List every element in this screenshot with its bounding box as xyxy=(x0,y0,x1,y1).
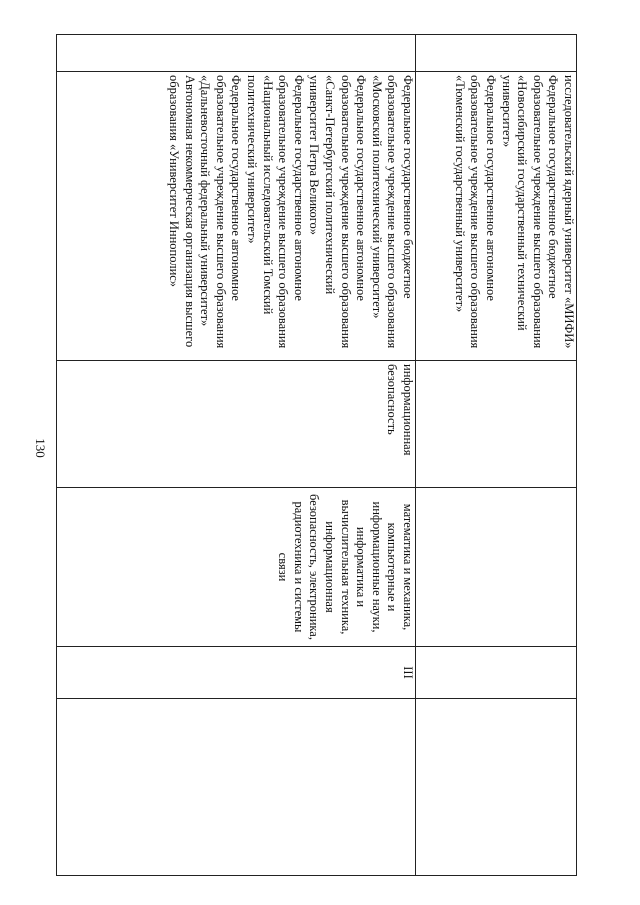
specialty-cell: информационная безопасность xyxy=(57,361,416,488)
organizations-cell xyxy=(57,72,416,361)
page-number: 130 xyxy=(32,438,48,458)
organization-item: Федеральное государственное автономное образовательное учреждение высшего образования «Национальный исследовательский Томский политехнический университет» xyxy=(245,75,306,349)
organizations-cell xyxy=(416,72,577,361)
specialty-groups-cell: математика и механика, компьютерные и информационные науки, информатика и вычислительная техника, информационная безопасность, электроника, радиотехника и системы связи xyxy=(57,488,416,647)
table-row xyxy=(57,35,416,876)
row-number-cell xyxy=(416,35,577,72)
level-cell: III xyxy=(57,647,416,699)
table-row-continued xyxy=(416,35,577,876)
specialty-cell xyxy=(416,361,577,488)
level-cell xyxy=(416,647,577,699)
organization-item: Федеральное государственное бюджетное образовательное учреждение высшего образования «Московский политехнический университет» xyxy=(369,75,415,349)
notes-cell xyxy=(57,699,416,876)
rotated-table-sheet xyxy=(57,34,577,876)
organization-item: Федеральное государственное автономное образовательное учреждение высшего образования «Тюменский государственный университет» xyxy=(452,75,499,349)
specialty-groups-cell xyxy=(416,488,577,647)
organization-item: исследовательский ядерный университет «МИФИ» xyxy=(562,75,576,349)
organization-item: Федеральное государственное бюджетное образовательное учреждение высшего образования «Новосибирский государственный технический университет» xyxy=(499,75,561,349)
organization-item: Федеральное государственное автономное образовательное учреждение высшего образования «Дальневосточный федеральный университет» xyxy=(198,75,244,349)
organization-item: Федеральное государственное автономное образовательное учреждение высшего образования «Санкт-Петербургский политехнический университет Петра Великого» xyxy=(307,75,369,349)
notes-cell xyxy=(416,699,577,876)
organization-item: Автономная некоммерческая организация высшего образования «Университет Иннополис» xyxy=(167,75,197,348)
row-number-cell xyxy=(57,35,416,72)
data-table xyxy=(56,34,577,876)
